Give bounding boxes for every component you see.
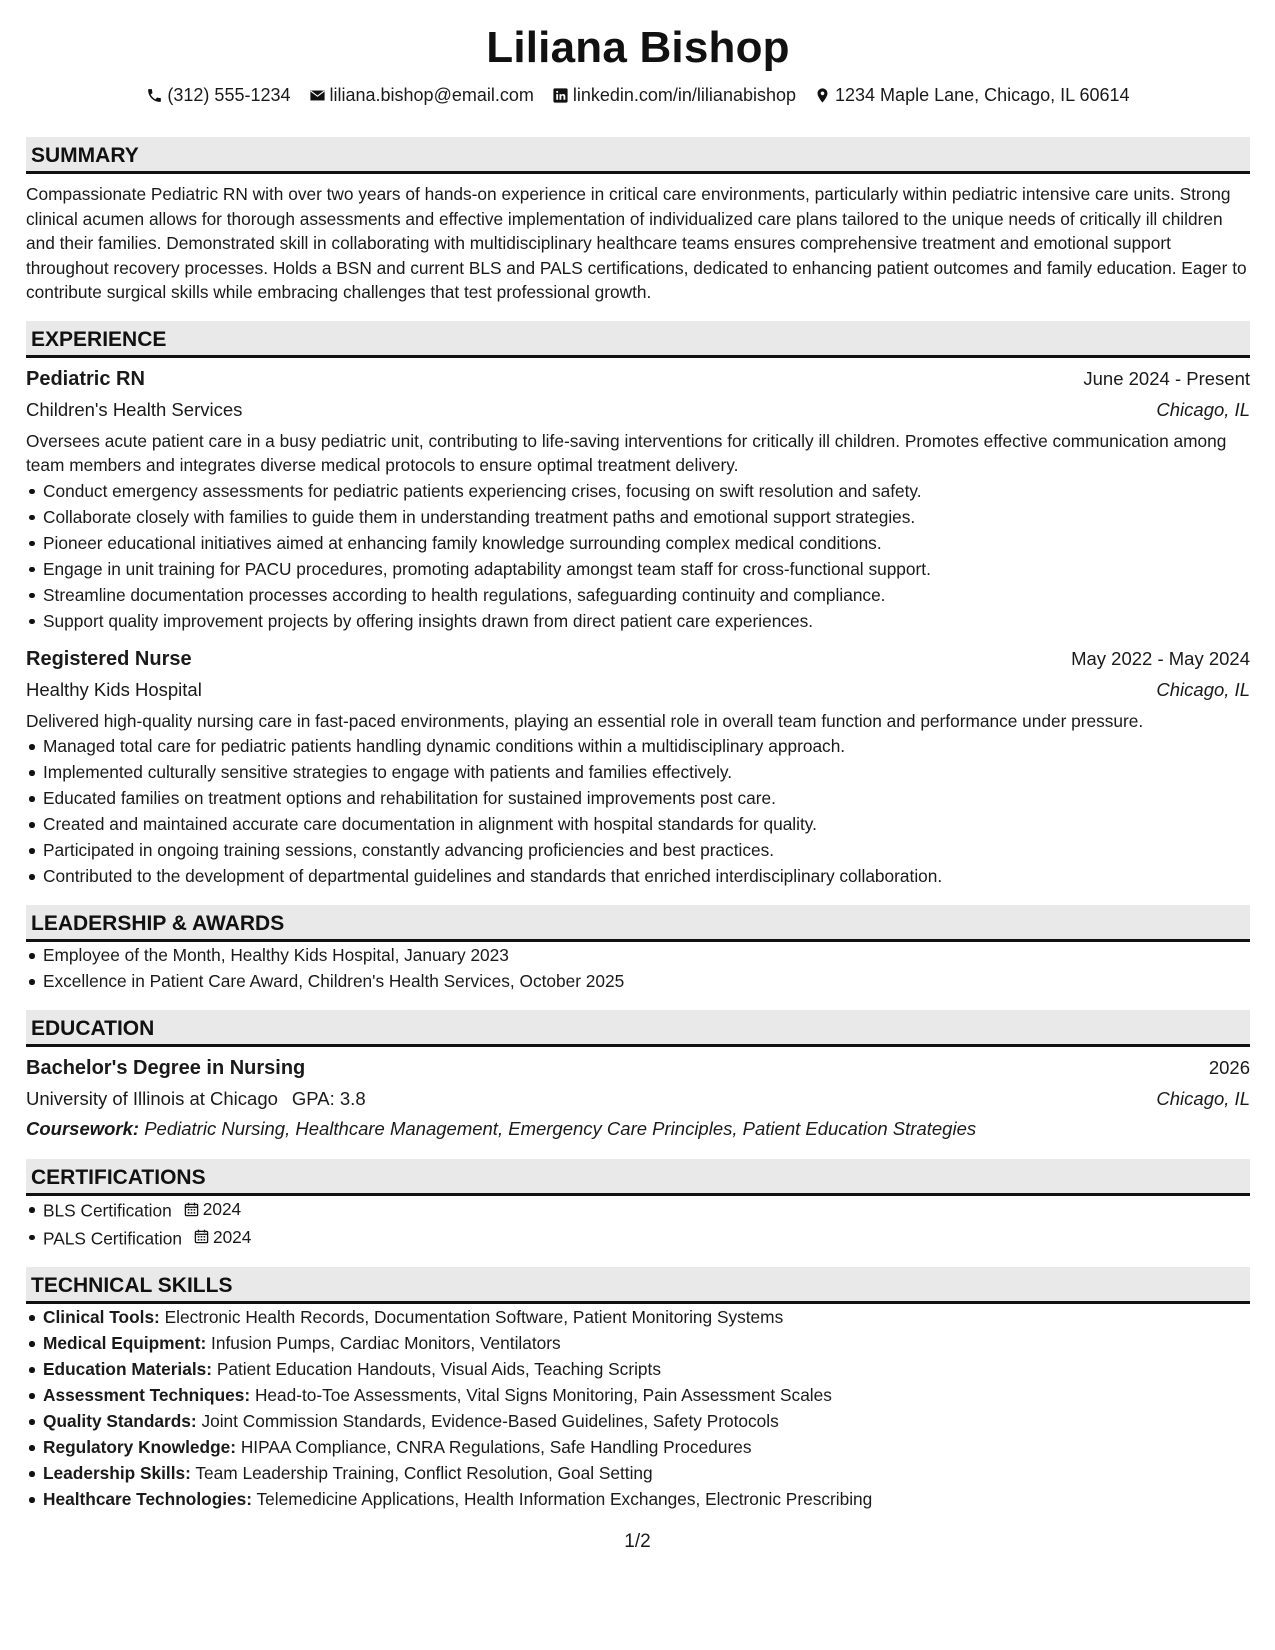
page-number: 1/2 <box>624 1531 651 1552</box>
section-heading: EXPERIENCE <box>26 321 1250 358</box>
cert-year: 2024 <box>202 1199 242 1219</box>
cert-name: BLS Certification <box>43 1200 172 1221</box>
resume-page <box>26 0 1250 1512</box>
section-heading: CERTIFICATIONS <box>26 1159 1250 1196</box>
summary-text: Compassionate Pediatric RN with over two years of hands-on experience in critical care environments, particularly within pediatric intensive care units. Strong clinical acumen allows for thorough assessments and effective implementation of individualized care plans tailored to the unique needs of critically ill children and their families. Demonstrated skill in collaborating with multidisciplinary healthcare teams ensures comprehensive treatment and emotional support throughout recovery processes. Holds a BSN and current BLS and PALS certifications, dedicated to enhancing patient outcomes and family education. Eager to contribute surgical skills while embracing challenges that test professional growth. <box>26 184 1247 302</box>
list-item: Pioneer educational initiatives aimed at enhancing family knowledge surrounding complex medical conditions. <box>26 530 1250 556</box>
cert-date <box>194 1224 251 1250</box>
awards-list <box>26 942 1250 994</box>
job-entry <box>26 644 1250 890</box>
employer: Children's Health Services <box>26 398 243 420</box>
job-dates: June 2024 - Present <box>1083 367 1250 389</box>
list-item: Excellence in Patient Care Award, Children's Health Services, October 2025 <box>26 968 1250 994</box>
list-item <box>26 1486 1250 1512</box>
section-heading: LEADERSHIP & AWARDS <box>26 905 1250 942</box>
skill-category: Clinical Tools: <box>43 1307 160 1327</box>
email-text: liliana.bishop@email.com <box>329 84 534 105</box>
skill-values: Head-to-Toe Assessments, Vital Signs Monitoring, Pain Assessment Scales <box>254 1385 832 1405</box>
section-heading: SUMMARY <box>26 137 1250 174</box>
job-title: Pediatric RN <box>26 367 145 390</box>
gpa: GPA: 3.8 <box>291 1088 366 1109</box>
skill-values: Electronic Health Records, Documentation Software, Patient Monitoring Systems <box>164 1307 784 1327</box>
skill-values: Telemedicine Applications, Health Information Exchanges, Electronic Prescribing <box>256 1489 873 1509</box>
list-item: Employee of the Month, Healthy Kids Hospital, January 2023 <box>26 942 1250 968</box>
contact-email[interactable] <box>309 85 534 106</box>
list-item <box>26 1330 1250 1356</box>
skills-section <box>26 1267 1250 1512</box>
job-location: Chicago, IL <box>1156 678 1250 700</box>
list-item: Conduct emergency assessments for pediatric patients experiencing crises, focusing on swift resolution and safety. <box>26 478 1250 504</box>
cert-date <box>184 1196 241 1222</box>
list-item <box>26 1196 1250 1224</box>
contact-phone[interactable] <box>146 85 290 106</box>
list-item: Collaborate closely with families to guide them in understanding treatment paths and emotional support strategies. <box>26 504 1250 530</box>
skills-list <box>26 1304 1250 1512</box>
section-heading: TECHNICAL SKILLS <box>26 1267 1250 1304</box>
contact-linkedin[interactable] <box>552 85 796 106</box>
school-location: Chicago, IL <box>1156 1088 1250 1109</box>
list-item: Managed total care for pediatric patients handling dynamic conditions within a multidisciplinary approach. <box>26 733 1250 759</box>
section-heading: EDUCATION <box>26 1010 1250 1047</box>
list-item <box>26 1408 1250 1434</box>
education-entry <box>26 1053 1250 1143</box>
job-bullets <box>26 478 1250 634</box>
job-title: Registered Nurse <box>26 647 192 670</box>
phone-icon <box>146 87 163 104</box>
list-item: Streamline documentation processes according to health regulations, safeguarding continuity and compliance. <box>26 582 1250 608</box>
coursework <box>26 1115 1250 1143</box>
cert-name: PALS Certification <box>43 1228 182 1248</box>
contact-address <box>814 85 1130 106</box>
certifications-section <box>26 1159 1250 1251</box>
envelope-icon <box>309 87 326 104</box>
list-item: Participated in ongoing training sessions, constantly advancing proficiencies and best practices. <box>26 837 1250 863</box>
job-location: Chicago, IL <box>1156 398 1250 420</box>
list-item: Created and maintained accurate care documentation in alignment with hospital standards for quality. <box>26 811 1250 837</box>
skill-category: Assessment Techniques: <box>43 1385 251 1405</box>
skill-values: Joint Commission Standards, Evidence-Based Guidelines, Safety Protocols <box>201 1411 779 1431</box>
skill-category: Leadership Skills: <box>43 1463 191 1483</box>
list-item: Contributed to the development of departmental guidelines and standards that enriched interdisciplinary collaboration. <box>26 863 1250 889</box>
school-line <box>26 1083 366 1115</box>
list-item: Engage in unit training for PACU procedures, promoting adaptability amongst team staff for cross-functional support. <box>26 556 1250 582</box>
certifications-list <box>26 1196 1250 1251</box>
degree: Bachelor's Degree in Nursing <box>26 1057 306 1079</box>
list-item: Support quality improvement projects by offering insights drawn from direct patient care experiences. <box>26 608 1250 634</box>
list-item <box>26 1356 1250 1382</box>
skill-category: Medical Equipment: <box>43 1333 207 1353</box>
employer: Healthy Kids Hospital <box>26 678 202 700</box>
contact-bar <box>26 84 1250 106</box>
education-section <box>26 1010 1250 1143</box>
phone-text: (312) 555-1234 <box>167 84 291 105</box>
skill-category: Regulatory Knowledge: <box>43 1437 236 1457</box>
list-item <box>26 1460 1250 1486</box>
skill-values: Infusion Pumps, Cardiac Monitors, Ventilators <box>211 1333 561 1353</box>
summary-section <box>26 137 1250 305</box>
skill-category: Healthcare Technologies: <box>43 1489 253 1509</box>
skill-values: Patient Education Handouts, Visual Aids, Teaching Scripts <box>216 1359 661 1379</box>
job-description: Oversees acute patient care in a busy pediatric unit, contributing to life-saving interventions for critically ill children. Promotes effective communication among team members and integrates diverse medical protocols to ensure optimal treatment delivery. <box>26 430 1227 475</box>
address-text: 1234 Maple Lane, Chicago, IL 60614 <box>835 84 1130 105</box>
skill-values: Team Leadership Training, Conflict Resolution, Goal Setting <box>195 1463 653 1483</box>
list-item <box>26 1434 1250 1460</box>
calendar-icon <box>184 1202 199 1217</box>
job-description: Delivered high-quality nursing care in fast-paced environments, playing an essential role in overall team function and performance under pressure. <box>26 710 1144 731</box>
job-dates: May 2022 - May 2024 <box>1071 647 1250 669</box>
list-item: Implemented culturally sensitive strategies to engage with patients and families effectively. <box>26 759 1250 785</box>
list-item <box>26 1304 1250 1330</box>
map-pin-icon <box>814 87 831 104</box>
graduation-year: 2026 <box>1208 1057 1250 1078</box>
list-item: Educated families on treatment options and rehabilitation for sustained improvements post care. <box>26 785 1250 811</box>
linkedin-icon <box>552 87 569 104</box>
job-bullets <box>26 733 1250 889</box>
skill-values: HIPAA Compliance, CNRA Regulations, Safe Handling Procedures <box>240 1437 752 1457</box>
coursework-list: Pediatric Nursing, Healthcare Management, Emergency Care Principles, Patient Education Strategies <box>144 1118 977 1139</box>
job-entry <box>26 364 1250 634</box>
school: University of Illinois at Chicago <box>26 1088 278 1109</box>
skill-category: Quality Standards: <box>43 1411 197 1431</box>
experience-section <box>26 321 1250 890</box>
calendar-icon <box>194 1229 209 1244</box>
skill-category: Education Materials: <box>43 1359 213 1379</box>
awards-section <box>26 905 1250 994</box>
list-item <box>26 1224 1250 1252</box>
candidate-name: Liliana Bishop <box>486 23 790 72</box>
cert-year: 2024 <box>212 1226 252 1247</box>
coursework-label: Coursework: <box>26 1118 140 1139</box>
list-item <box>26 1382 1250 1408</box>
linkedin-text: linkedin.com/in/lilianabishop <box>572 84 797 105</box>
